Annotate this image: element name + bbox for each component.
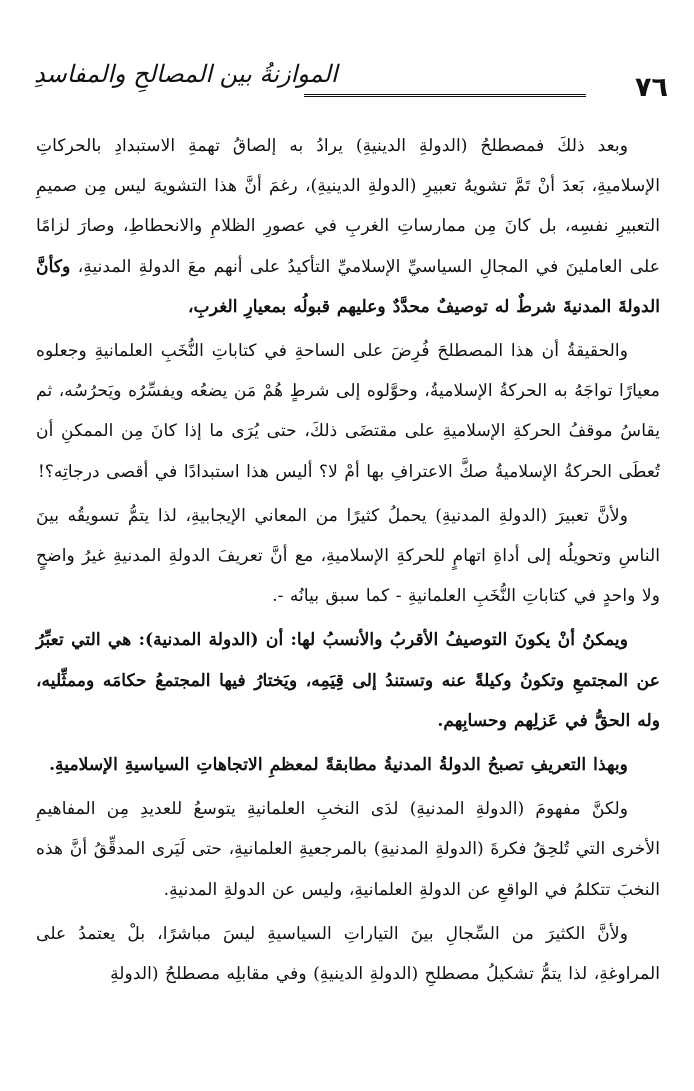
paragraph-7-text: ولأنَّ الكثيرَ من السِّجالِ بينَ التياراتِ السياسيةِ ليسَ مباشرًا، بلْ يعتمدُ على المراوغةِ، لذا يتمُّ تشكيلُ مصطلحِ (الدولةِ الدينيةِ) وفي مقابلِه مصطلحُ (الدولةِ bbox=[36, 923, 660, 985]
paragraph-2-text: والحقيقةُ أن هذا المصطلحَ فُرِضَ على الساحةِ في كتاباتِ النُّخَبِ العلمانيةِ وجعلوه معيارًا تواجَهُ به الحركةُ الإسلاميةُ، وحوَّلوه إلى شرطٍ هُمْ مَن يضعُه ويفسِّرُه ويَحرُسُه، ثم يقاسُ موقفُ الحركةِ الإسلاميةِ على مقتضَى ذلكَ، حتى يُرَى ما إذا كانَ مِن الممكنِ أن تُعطَى الحركةُ الإسلاميةُ صكَّ الاعترافِ بها أمْ لا؟ أليس هذا استبدادًا في أقصى درجاتِه؟! bbox=[36, 341, 660, 482]
paragraph-1-bold-tail: وكأنَّ الدولةَ المدنيةَ شرطٌ له توصيفٌ محدَّدٌ وعليهم قبولُه بمعيارِ الغربِ، bbox=[36, 256, 660, 317]
page-number: ٧٦ bbox=[635, 72, 668, 103]
paragraph-1 bbox=[36, 126, 660, 327]
page-body bbox=[36, 126, 660, 998]
paragraph-3 bbox=[36, 496, 660, 617]
paragraph-3-text: ولأنَّ تعبيرَ (الدولةِ المدنيةِ) يحملُ كثيرًا من المعاني الإيجابيةِ، لذا يتمُّ تسويقُه بينَ الناسِ وتحويلُه إلى أداةِ اتهامٍ للحركةِ الإسلاميةِ، مع أنَّ تعريفَ الدولةِ المدنيةِ غيرُ واضحٍ ولا واحدٍ في كتاباتِ النُّخَبِ العلمانيةِ - كما سبق بيانُه -. bbox=[36, 505, 660, 607]
paragraph-1-text: وبعد ذلكَ فمصطلحُ (الدولةِ الدينيةِ) يرادُ به إلصاقُ تهمةِ الاستبدادِ بالحركاتِ الإسلاميةِ، بَعدَ أنْ تَمَّ تشويهُ تعبيرِ (الدولةِ الدينيةِ)، رغمَ أنَّ هذا التشويهَ ليس مِن صميمِ التعبيرِ نفسِه، بل كانَ مِن ممارساتِ الغربِ في عصورِ الظلامِ والانحطاطِ، وصارَ لزامًا على العاملينَ في المجالِ السياسيِّ الإسلاميِّ التأكيدُ على أنهم معَ الدولةِ المدنيةِ، bbox=[36, 136, 660, 277]
paragraph-4 bbox=[36, 620, 660, 741]
paragraph-6 bbox=[36, 789, 660, 910]
page-header bbox=[28, 58, 668, 108]
header-rule bbox=[304, 94, 586, 97]
paragraph-4-text: ويمكنُ أنْ يكونَ التوصيفُ الأقربُ والأنسبُ لها: أن (الدولة المدنية): هي التي تعبِّرُ عن المجتمعِ وتكونُ وكيلةً عنه وتستندُ إلى قِيَمِه، ويَختارُ فيها المجتمعُ حكامَه وممثِّليه، وله الحقُّ في عَزلِهم وحسابِهم. bbox=[36, 630, 660, 731]
paragraph-6-text: ولكنَّ مفهومَ (الدولةِ المدنيةِ) لدَى النخبِ العلمانيةِ يتوسعُ للعديدِ مِن المفاهيمِ الأخرى التي تُلحِقُ فكرةَ (الدولةِ المدنيةِ) بالمرجعيةِ العلمانيةِ، حتى لَيَرى المدقِّقُ أنَّ هذه النخبَ تتكلمُ في الواقعِ عن الدولةِ العلمانيةِ، وليس عن الدولةِ المدنيةِ. bbox=[36, 799, 660, 900]
running-title: الموازنةُ بين المصالحِ والمفاسدِ bbox=[34, 60, 338, 88]
paragraph-2 bbox=[36, 331, 660, 492]
paragraph-5 bbox=[36, 745, 660, 785]
paragraph-5-text: وبهذا التعريفِ تصبحُ الدولةُ المدنيةُ مطابقةً لمعظمِ الاتجاهاتِ السياسيةِ الإسلاميةِ. bbox=[49, 755, 628, 776]
paragraph-7 bbox=[36, 914, 660, 994]
